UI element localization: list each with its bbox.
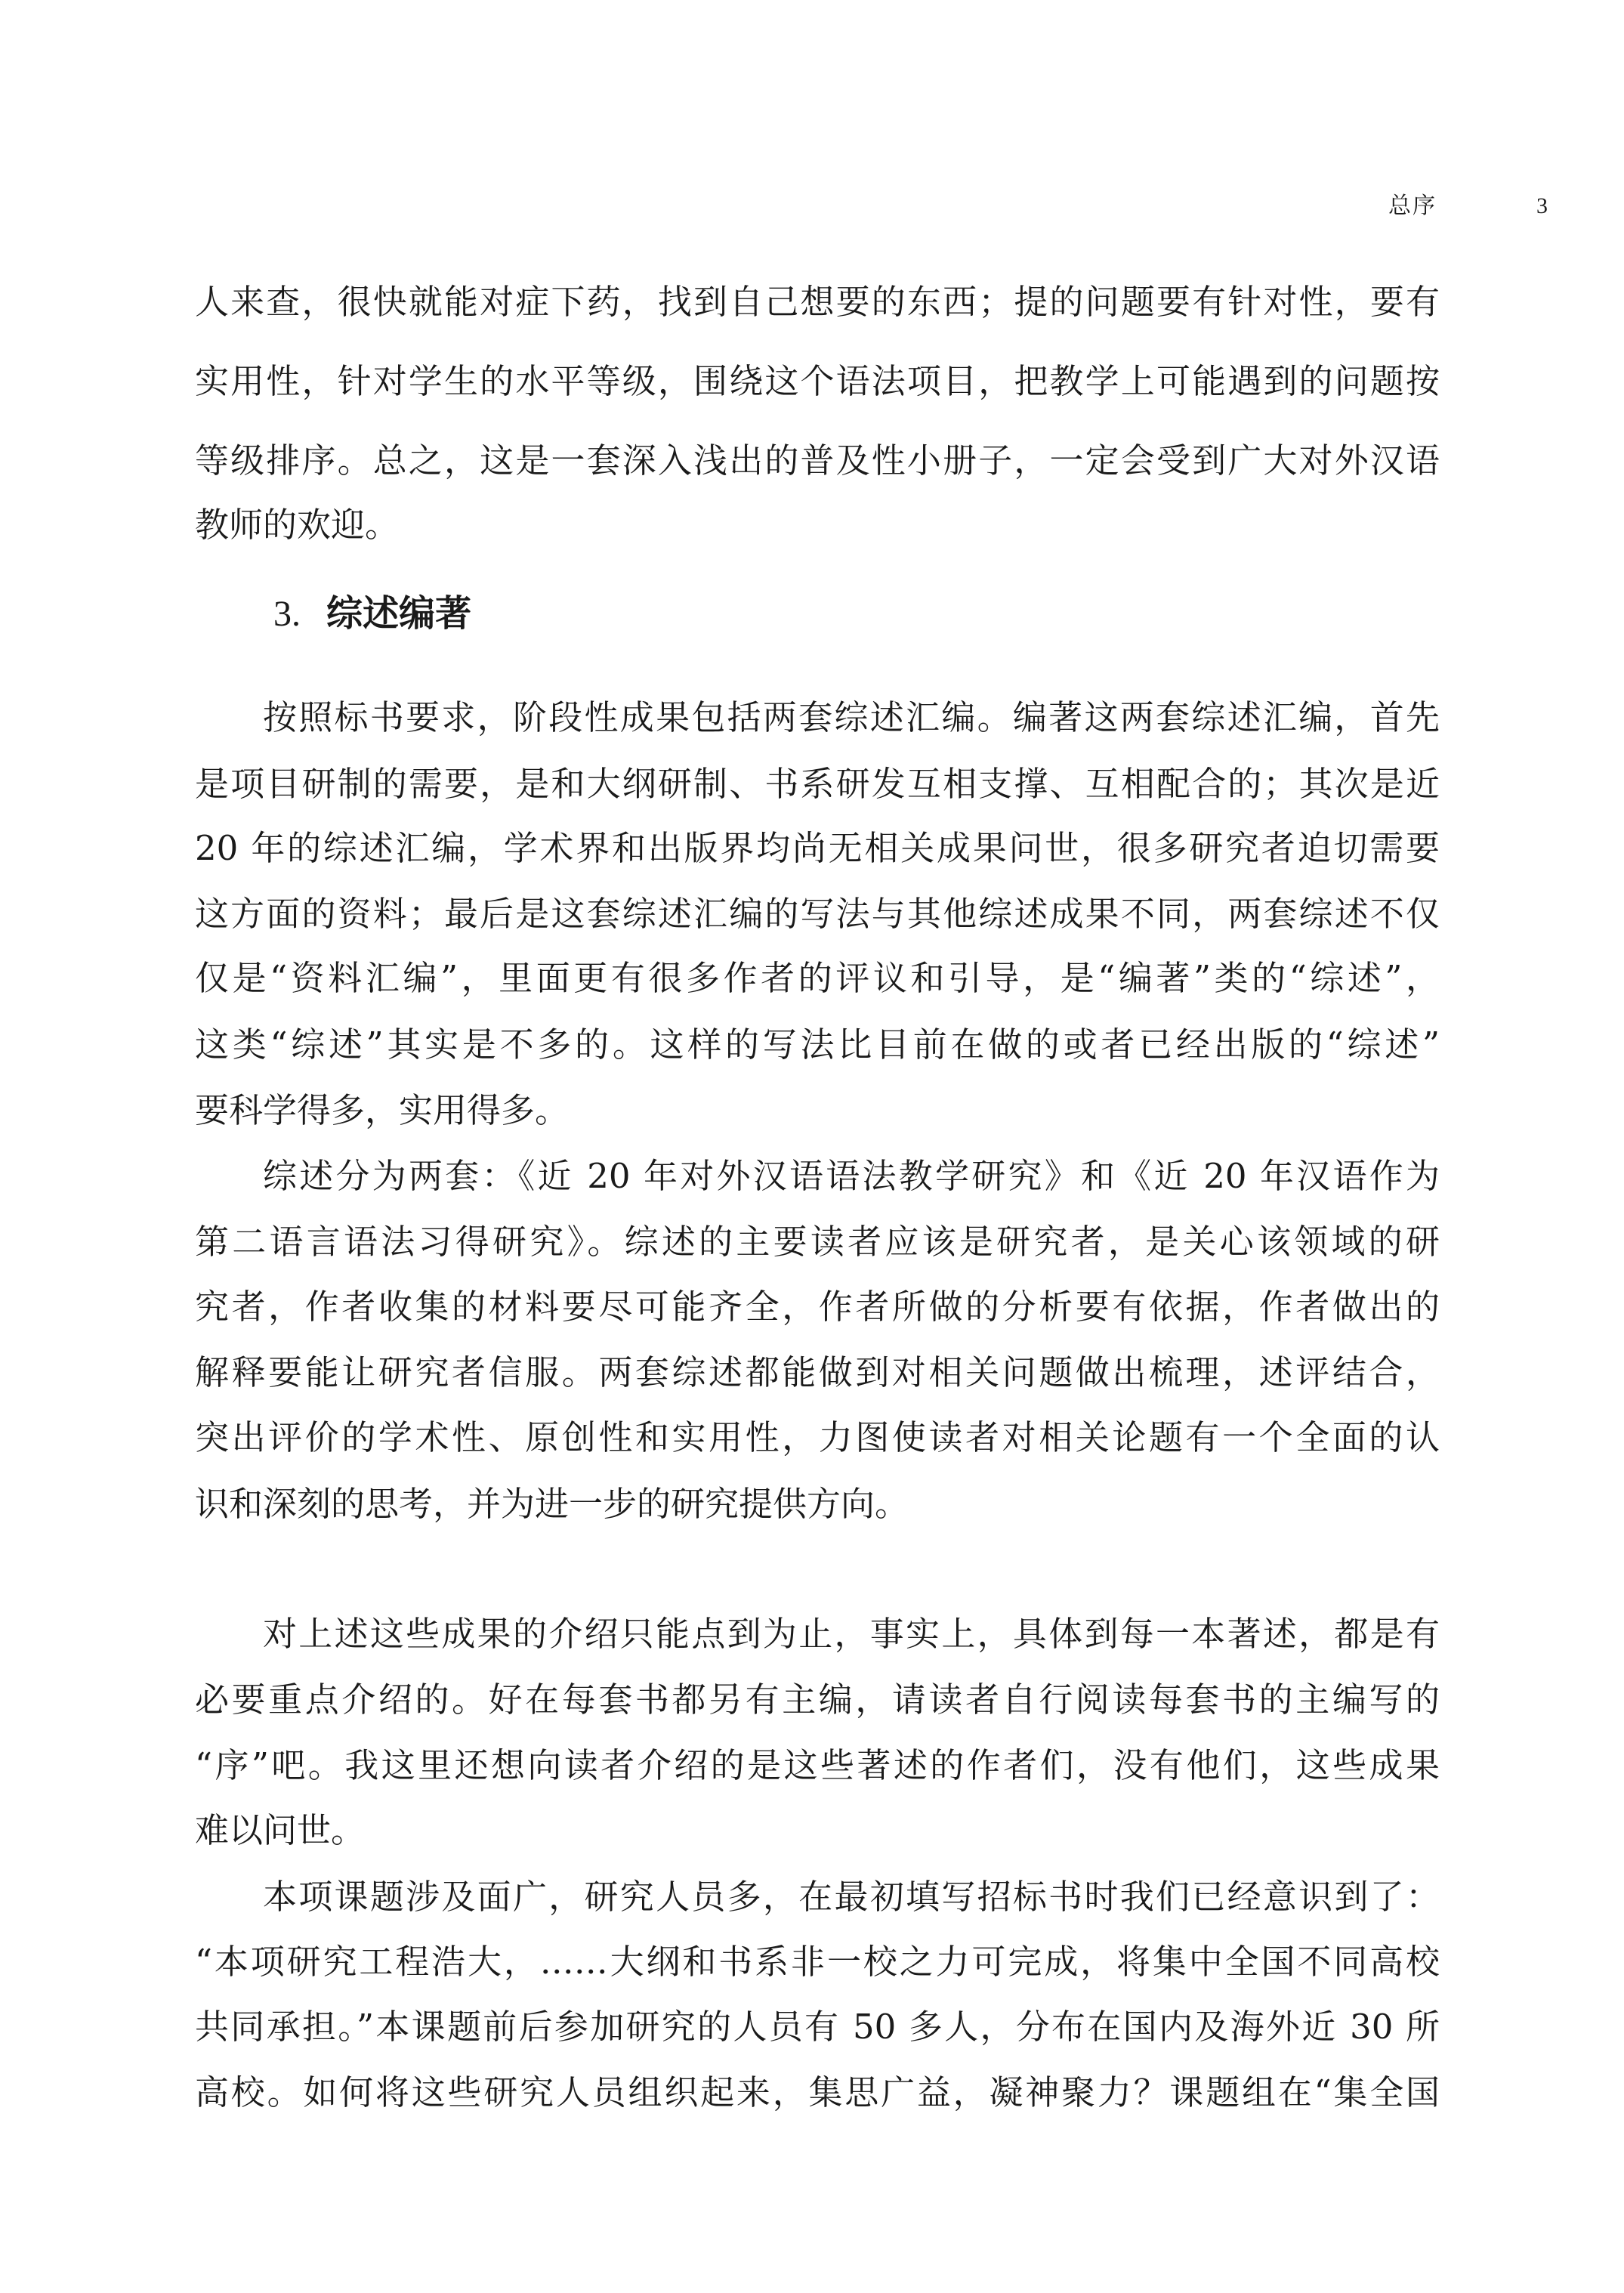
text-line: 人来查，很快就能对症下药，找到自己想要的东西；提的问题要有针对性，要有 — [195, 282, 1440, 322]
running-head — [1388, 187, 1548, 225]
text-line: 第二语言语法习得研究》。综述的主要读者应该是研究者，是关心该领域的研 — [195, 1222, 1440, 1262]
section-heading — [273, 591, 471, 636]
section-number: 3. — [273, 594, 301, 634]
running-head-title: 总序 — [1388, 193, 1437, 219]
text-line: 究者，作者收集的材料要尽可能齐全，作者所做的分析要有依据，作者做出的 — [195, 1287, 1440, 1327]
text-line: 必要重点介绍的。好在每套书都另有主编，请读者自行阅读每套书的主编写的 — [195, 1680, 1440, 1720]
text-line: 按照标书要求，阶段性成果包括两套综述汇编。编著这两套综述汇编，首先 — [263, 697, 1440, 737]
text-line: 教师的欢迎。 — [195, 505, 400, 545]
text-line: 这方面的资料；最后是这套综述汇编的写法与其他综述成果不同，两套综述不仅 — [195, 894, 1440, 934]
text-line: 20 年的综述汇编，学术界和出版界均尚无相关成果问世，很多研究者迫切需要 — [195, 828, 1440, 868]
text-line: 突出评价的学术性、原创性和实用性，力图使读者对相关论题有一个全面的认 — [195, 1417, 1440, 1457]
text-line: 这类“综述”其实是不多的。这样的写法比目前在做的或者已经出版的“综述” — [195, 1024, 1440, 1065]
text-line: 识和深刻的思考，并为进一步的研究提供方向。 — [195, 1484, 909, 1524]
text-line: 等级排序。总之，这是一套深入浅出的普及性小册子，一定会受到广大对外汉语 — [195, 440, 1440, 481]
text-line: 仅是“资料汇编”，里面更有很多作者的评议和引导，是“编著”类的“综述”， — [195, 958, 1440, 998]
text-line: 难以问世。 — [195, 1810, 366, 1850]
text-line: 对上述这些成果的介绍只能点到为止，事实上，具体到每一本著述，都是有 — [263, 1614, 1440, 1654]
text-line: 是项目研制的需要，是和大纲研制、书系研发互相支撑、互相配合的；其次是近 — [195, 764, 1440, 804]
text-line: “序”吧。我这里还想向读者介绍的是这些著述的作者们，没有他们，这些成果 — [195, 1745, 1440, 1785]
text-line: 要科学得多，实用得多。 — [195, 1090, 570, 1130]
text-line: 高校。如何将这些研究人员组织起来，集思广益，凝神聚力？课题组在“集全国 — [195, 2072, 1440, 2112]
text-line: “本项研究工程浩大，……大纲和书系非一校之力可完成，将集中全国不同高校 — [195, 1942, 1440, 1982]
text-line: 本项课题涉及面广，研究人员多，在最初填写招标书时我们已经意识到了： — [263, 1877, 1440, 1917]
text-line: 综述分为两套：《近 20 年对外汉语语法教学研究》和《近 20 年汉语作为 — [263, 1156, 1440, 1196]
page-number: 3 — [1536, 193, 1548, 218]
text-line: 解释要能让研究者信服。两套综述都能做到对相关问题做出梳理，述评结合， — [195, 1352, 1440, 1392]
text-line: 共同承担。”本课题前后参加研究的人员有 50 多人，分布在国内及海外近 30 所 — [195, 2007, 1440, 2047]
section-title: 综述编著 — [326, 592, 472, 635]
text-line: 实用性，针对学生的水平等级，围绕这个语法项目，把教学上可能遇到的问题按 — [195, 361, 1440, 401]
